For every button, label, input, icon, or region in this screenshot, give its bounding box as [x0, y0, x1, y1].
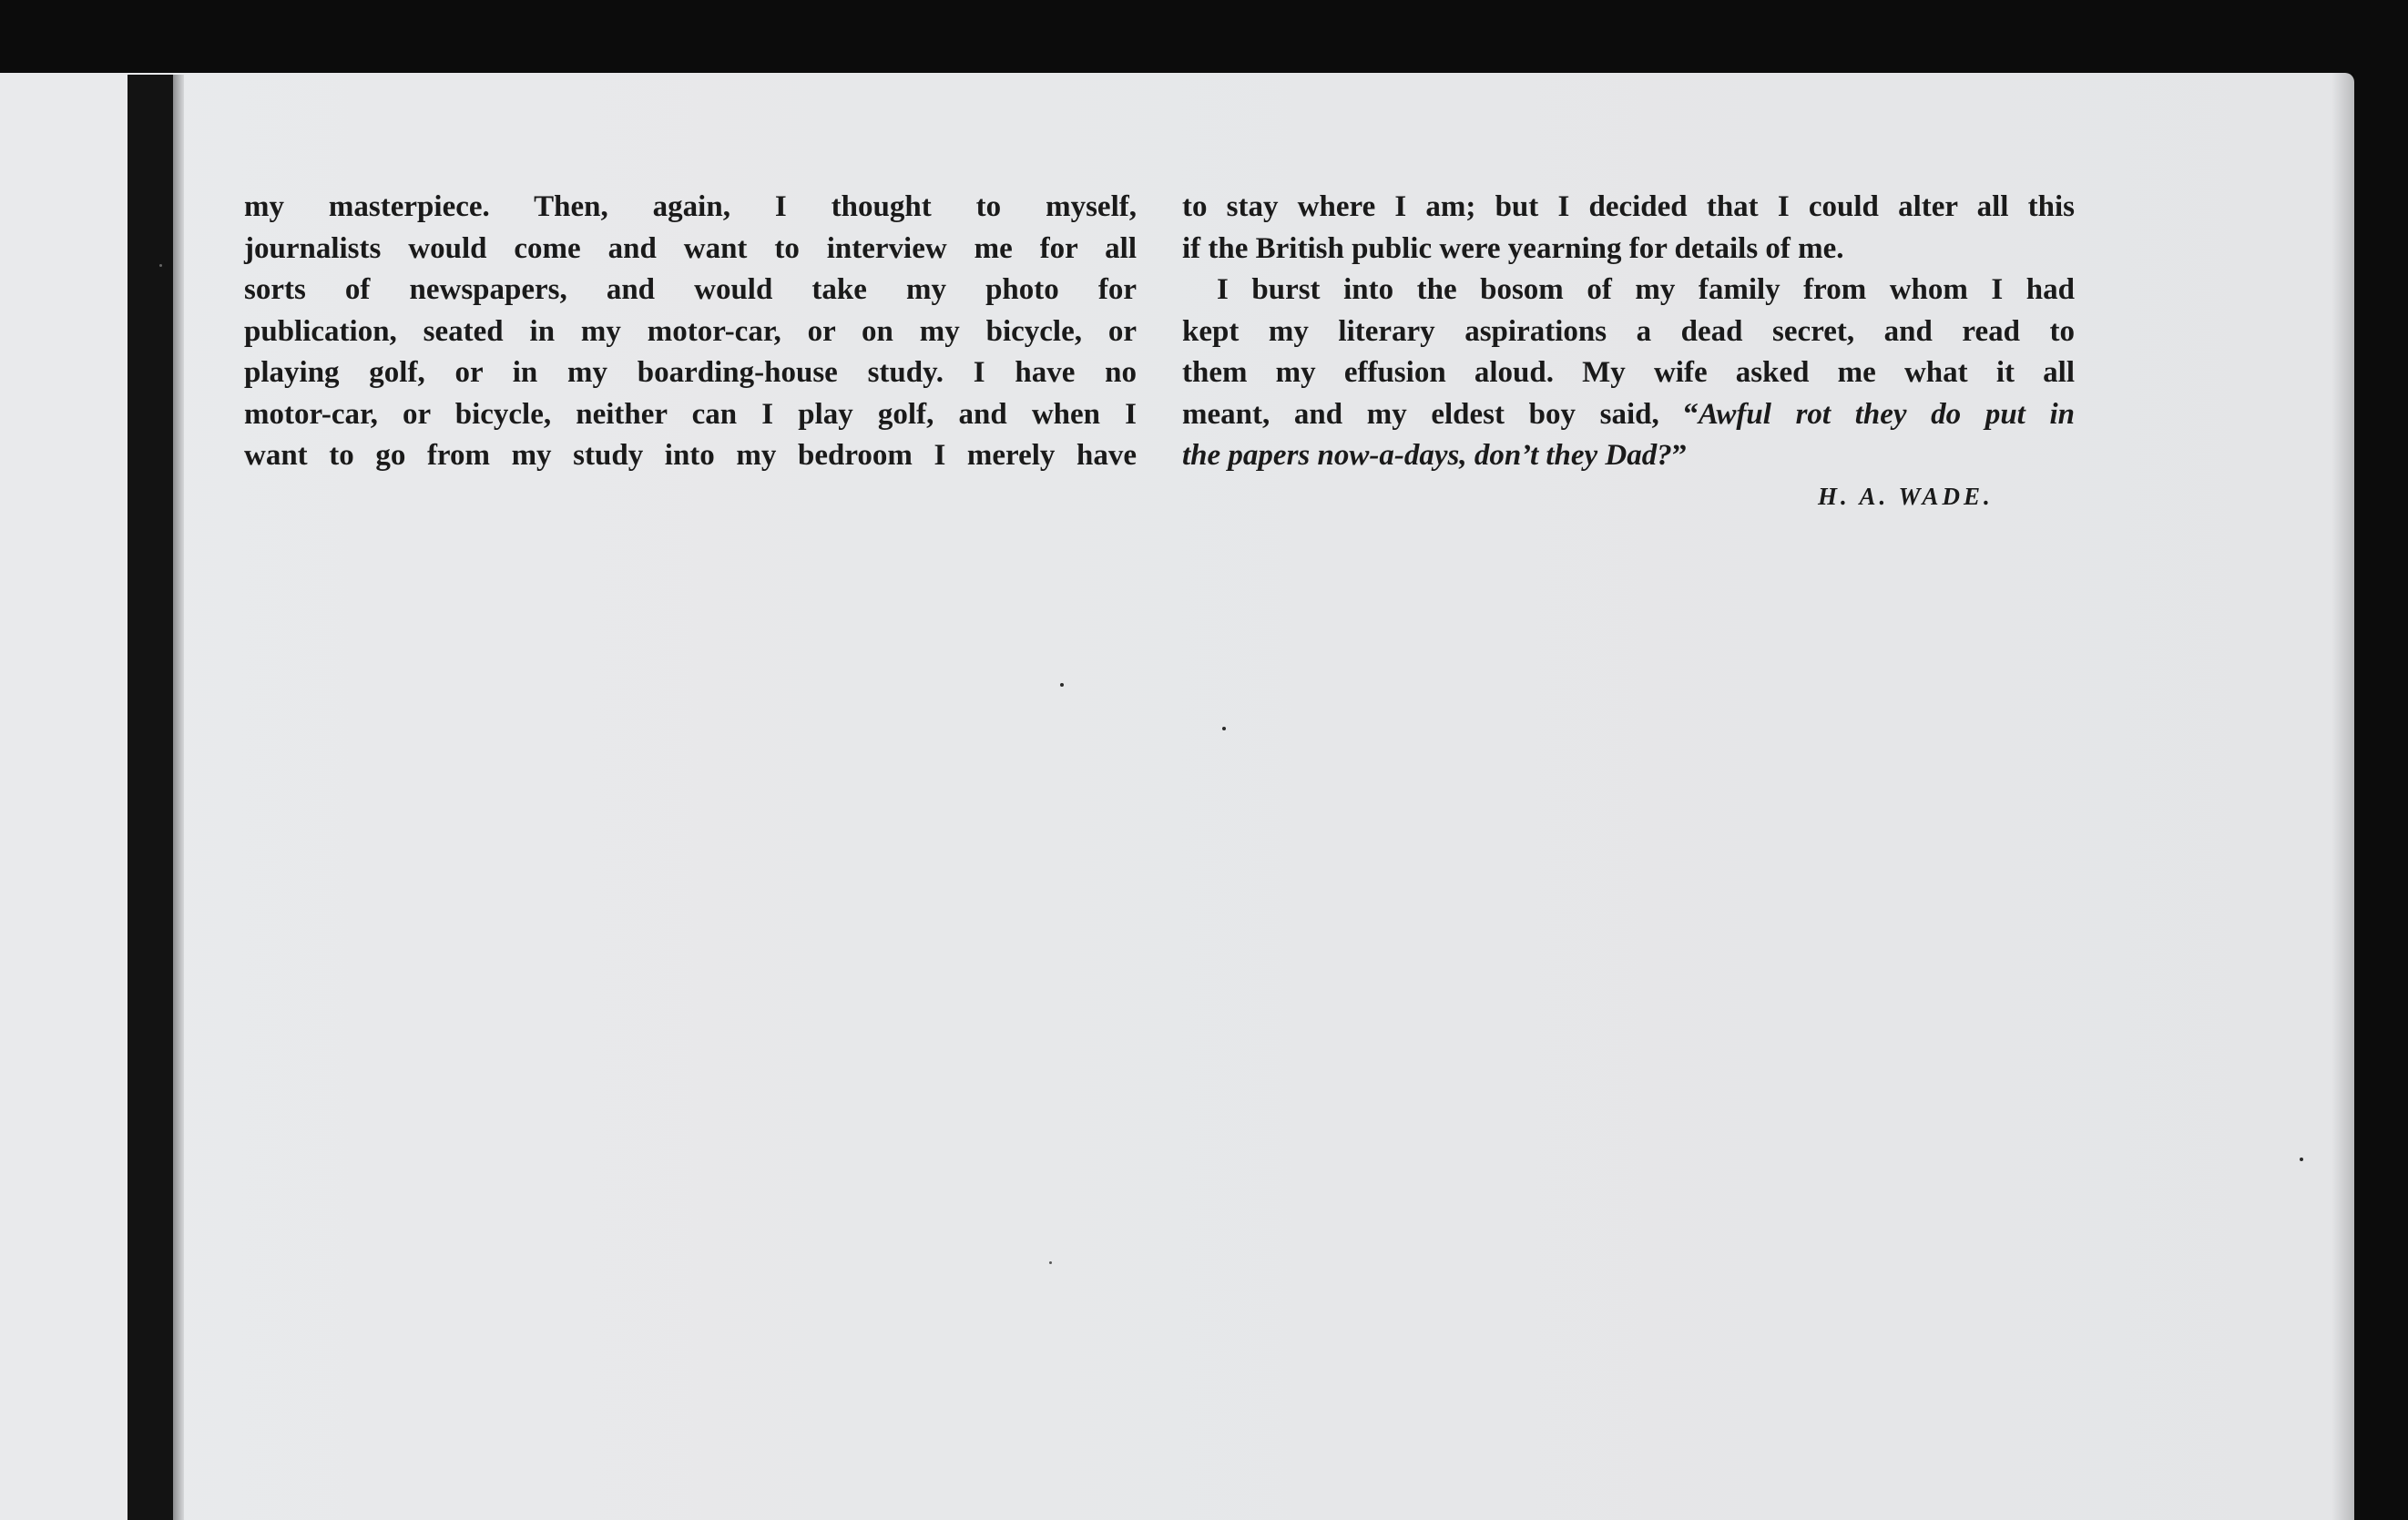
dust-speck	[1222, 727, 1226, 730]
binding-gutter	[128, 75, 173, 1520]
text-line: if the British public were yearning for details of me.	[1182, 231, 1844, 265]
left-text-column	[244, 187, 1137, 477]
text-line: them my effusion aloud. My wife asked me what it all	[1182, 356, 2075, 389]
text-line: publication, seated in my motor-car, or on my bicycle, or	[244, 314, 1137, 348]
text-line: my masterpiece. Then, again, I thought to myself,	[244, 190, 1137, 223]
text-line-quote-end	[1182, 435, 2075, 477]
text-line: sorts of newspapers, and would take my photo for	[244, 273, 1137, 306]
right-text-column	[1182, 187, 2075, 477]
text-fragment: meant, and my eldest boy said, “	[1182, 397, 1699, 431]
author-signature: H. A. WADE.	[1818, 483, 1994, 510]
text-line-with-quote	[1182, 394, 2075, 436]
quote-fragment: Awful rot they do put in	[1698, 397, 2075, 431]
text-line: motor-car, or bicycle, neither can I play golf, and when I	[244, 397, 1137, 431]
text-line: playing golf, or in my boarding-house study. I have no	[244, 356, 1137, 389]
text-line: I burst into the bosom of my family from whom I had	[1217, 273, 2075, 306]
dust-speck	[2300, 1158, 2303, 1161]
scan-right-border	[2354, 73, 2408, 1520]
closing-quote-mark: ”	[1671, 439, 1688, 472]
page-edge-shadow	[2331, 73, 2354, 1520]
dust-speck	[159, 264, 162, 267]
text-line: kept my literary aspirations a dead secret, and read to	[1182, 314, 2075, 348]
quote-fragment: the papers now-a-days, don’t they Dad?	[1182, 439, 1672, 472]
text-line: journalists would come and want to interview me for all	[244, 231, 1137, 265]
text-line: to stay where I am; but I decided that I could alter all this	[1182, 190, 2075, 223]
dust-speck	[1049, 1261, 1052, 1264]
gutter-edge-shadow	[173, 75, 184, 1520]
text-line: want to go from my study into my bedroom I merely have	[244, 439, 1137, 472]
dust-speck	[1060, 683, 1064, 687]
